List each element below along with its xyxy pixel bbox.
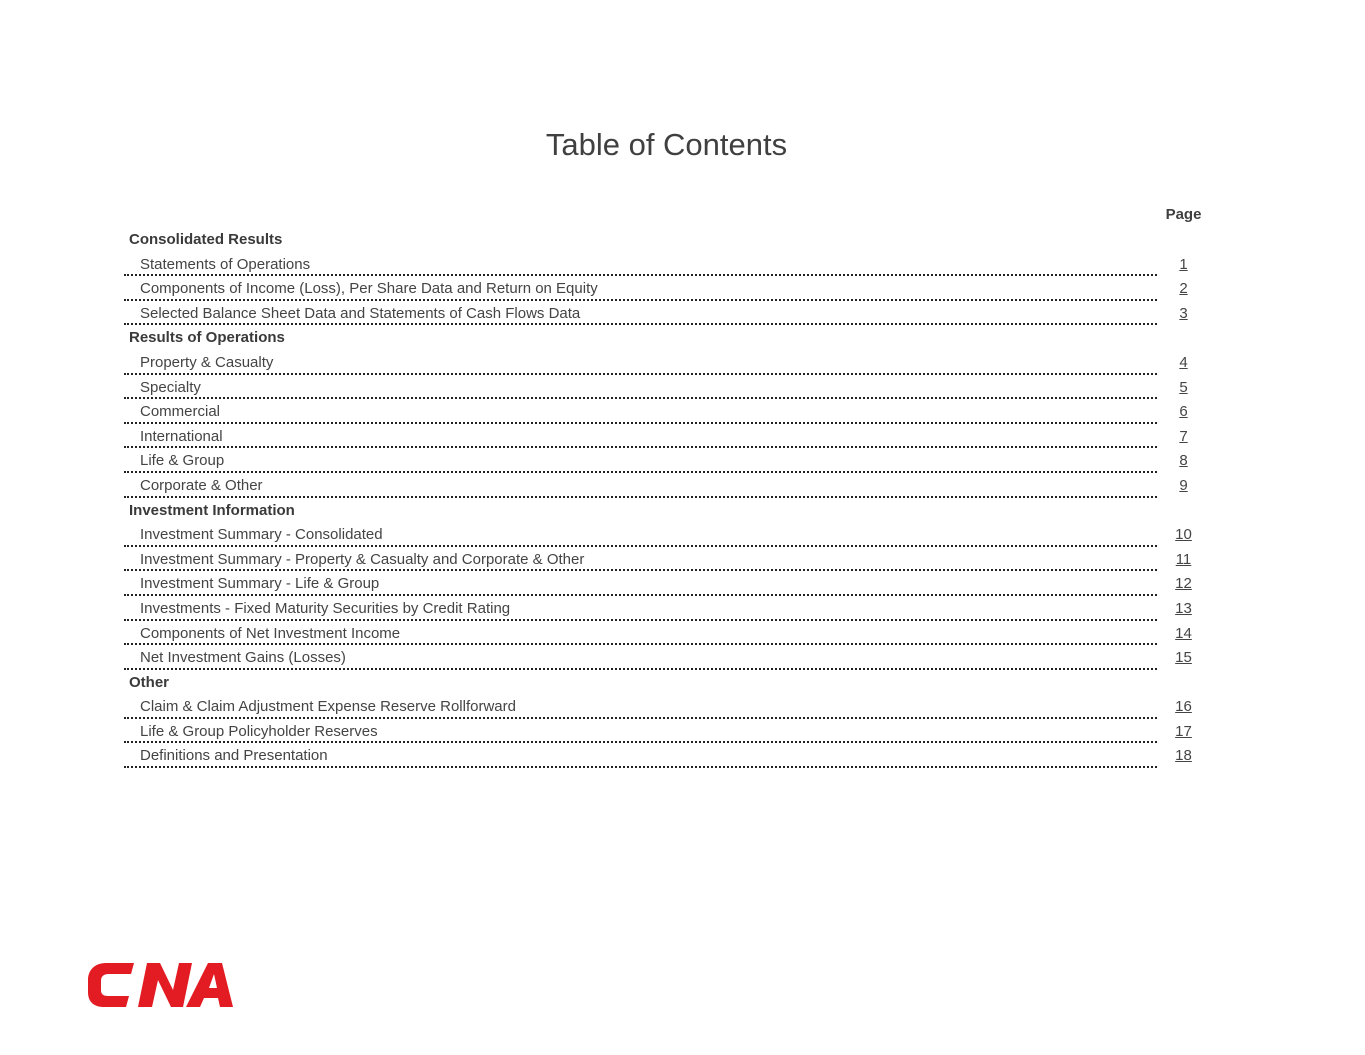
toc-entry-label: Life & Group [140,452,225,470]
toc-entry-label: Selected Balance Sheet Data and Statements of Cash Flows Data [140,304,581,322]
toc-entry-label: Investment Summary - Consolidated [140,526,383,544]
toc-page-link[interactable]: 12 [1175,575,1192,593]
toc-page-link[interactable]: 15 [1175,649,1192,667]
toc-entry[interactable] [124,645,1209,670]
toc-entry[interactable] [124,473,1209,498]
page-column-header: Page [1165,206,1202,223]
toc-entry-label: Claim & Claim Adjustment Expense Reserve Rollforward [140,698,516,716]
toc-section-heading [124,498,1209,523]
toc-page-link[interactable]: 5 [1179,378,1188,396]
toc-page-link[interactable]: 16 [1175,698,1192,716]
toc-entry[interactable] [124,252,1209,277]
toc-entry[interactable] [124,276,1209,301]
toc-entry-label: Components of Income (Loss), Per Share Data and Return on Equity [140,280,598,298]
toc-entry[interactable] [124,424,1209,449]
toc-entry-label: Statements of Operations [140,255,311,273]
section-heading-label: Other [129,673,170,691]
toc-entry[interactable] [124,301,1209,326]
toc-entry[interactable] [124,375,1209,400]
toc-page-link[interactable]: 1 [1179,255,1188,273]
toc-page-link[interactable]: 7 [1179,427,1188,445]
toc-page-link[interactable]: 18 [1175,747,1192,765]
toc-entry-label: Investment Summary - Life & Group [140,575,380,593]
toc-page-link[interactable]: 9 [1179,476,1188,494]
toc-entry[interactable] [124,571,1209,596]
section-heading-label: Investment Information [129,501,295,519]
toc-entry-label: Specialty [140,378,201,396]
toc-entry-label: Life & Group Policyholder Reserves [140,722,378,740]
toc-entry-label: Definitions and Presentation [140,747,328,765]
toc-entry[interactable] [124,399,1209,424]
toc-entry-label: Property & Casualty [140,353,274,371]
toc-entry-label: Investment Summary - Property & Casualty and Corporate & Other [140,550,585,568]
toc-entry[interactable] [124,719,1209,744]
page-title: Table of Contents [545,127,788,162]
logo-letter-n [138,963,192,1007]
section-heading-label: Consolidated Results [129,231,283,248]
toc-page-link[interactable]: 14 [1175,624,1192,642]
toc-page-link[interactable]: 4 [1179,353,1188,371]
toc-entry-label: Commercial [140,403,221,421]
toc-entry-label: Net Investment Gains (Losses) [140,649,346,667]
dotted-leader [124,766,1157,768]
table-of-contents [124,227,1209,768]
toc-entry[interactable] [124,448,1209,473]
toc-entry[interactable] [124,694,1209,719]
toc-page-link[interactable]: 13 [1175,599,1192,617]
toc-section-heading [124,325,1209,350]
toc-entry-label: Components of Net Investment Income [140,624,401,642]
toc-entry[interactable] [124,350,1209,375]
toc-entry[interactable] [124,522,1209,547]
logo-letter-a [186,963,233,1007]
toc-section-heading [124,227,1209,252]
toc-page-link[interactable]: 11 [1175,550,1192,568]
toc-entry-label: International [140,427,223,445]
toc-entry[interactable] [124,621,1209,646]
toc-page-link[interactable]: 3 [1179,304,1188,322]
logo-letter-c [88,963,134,1007]
cna-logo-mark [86,962,234,1008]
toc-page-link[interactable]: 8 [1179,452,1188,470]
toc-page-link[interactable]: 2 [1179,280,1188,298]
toc-entry[interactable] [124,596,1209,621]
toc-page-link[interactable]: 10 [1175,526,1192,544]
toc-entry-label: Corporate & Other [140,476,263,494]
section-heading-label: Results of Operations [129,329,285,347]
toc-page-link[interactable]: 6 [1179,403,1188,421]
cna-logo [86,962,234,1008]
toc-entry[interactable] [124,547,1209,572]
toc-section-heading [124,670,1209,695]
toc-entry-label: Investments - Fixed Maturity Securities by Credit Rating [140,599,511,617]
toc-page-link[interactable]: 17 [1175,722,1192,740]
toc-entry[interactable] [124,743,1209,768]
